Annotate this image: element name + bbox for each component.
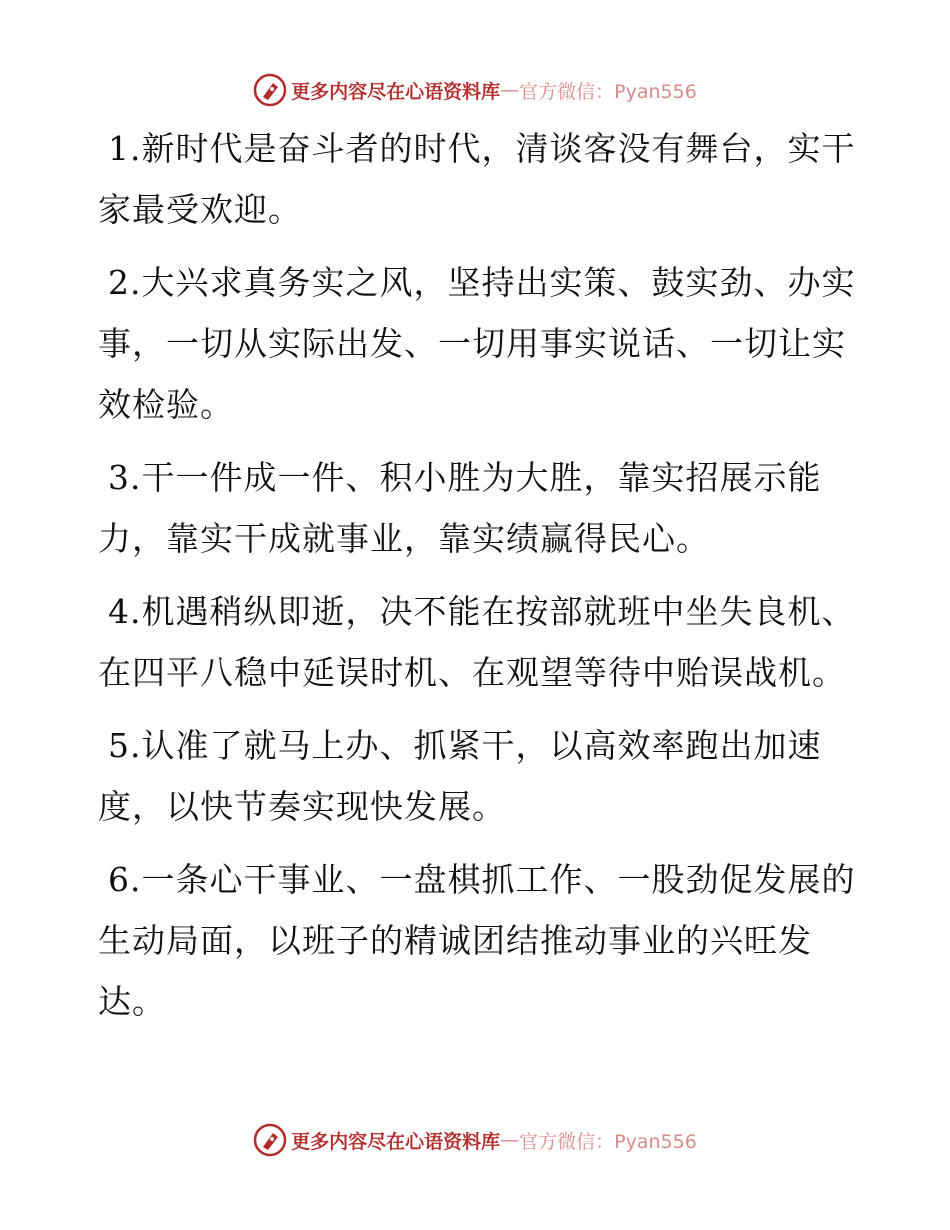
footer-wechat-text: 官方微信：Pyan556 (519, 1130, 697, 1153)
paragraph-4: 4.机遇稍纵即逝，决不能在按部就班中坐失良机、在四平八稳中延误时机、在观望等待中贻误战机。 (98, 592, 856, 692)
paragraph-2: 2.大兴求真务实之风，坚持出实策、鼓实劲、办实事，一切从实际出发、一切用事实说话、一切让实效检验。 (98, 263, 856, 424)
banner-wechat-text: 官方微信：Pyan556 (519, 80, 697, 103)
footer-banner (0, 1120, 950, 1160)
paragraph-5: 5.认准了就马上办、抓紧干，以高效率跑出加速度，以快节奏实现快发展。 (98, 726, 822, 826)
pen-nib-logo-icon (253, 73, 287, 107)
document-body (98, 118, 858, 1044)
paragraph-3: 3.干一件成一件、积小胜为大胜，靠实招展示能力，靠实干成就事业，靠实绩赢得民心。 (98, 458, 822, 558)
banner-separator: — (500, 79, 520, 101)
footer-site-text: 更多内容尽在心语资料库 (291, 1130, 501, 1153)
paragraph-1: 1.新时代是奋斗者的时代，清谈客没有舞台，实干家最受欢迎。 (98, 129, 856, 229)
header-banner (0, 70, 950, 110)
footer-separator: — (500, 1129, 520, 1151)
banner-site-text: 更多内容尽在心语资料库 (291, 80, 501, 103)
pen-nib-logo-icon (253, 1123, 287, 1157)
paragraph-6: 6.一条心干事业、一盘棋抓工作、一股劲促发展的生动局面，以班子的精诚团结推动事业的兴旺发达。 (98, 860, 856, 1021)
